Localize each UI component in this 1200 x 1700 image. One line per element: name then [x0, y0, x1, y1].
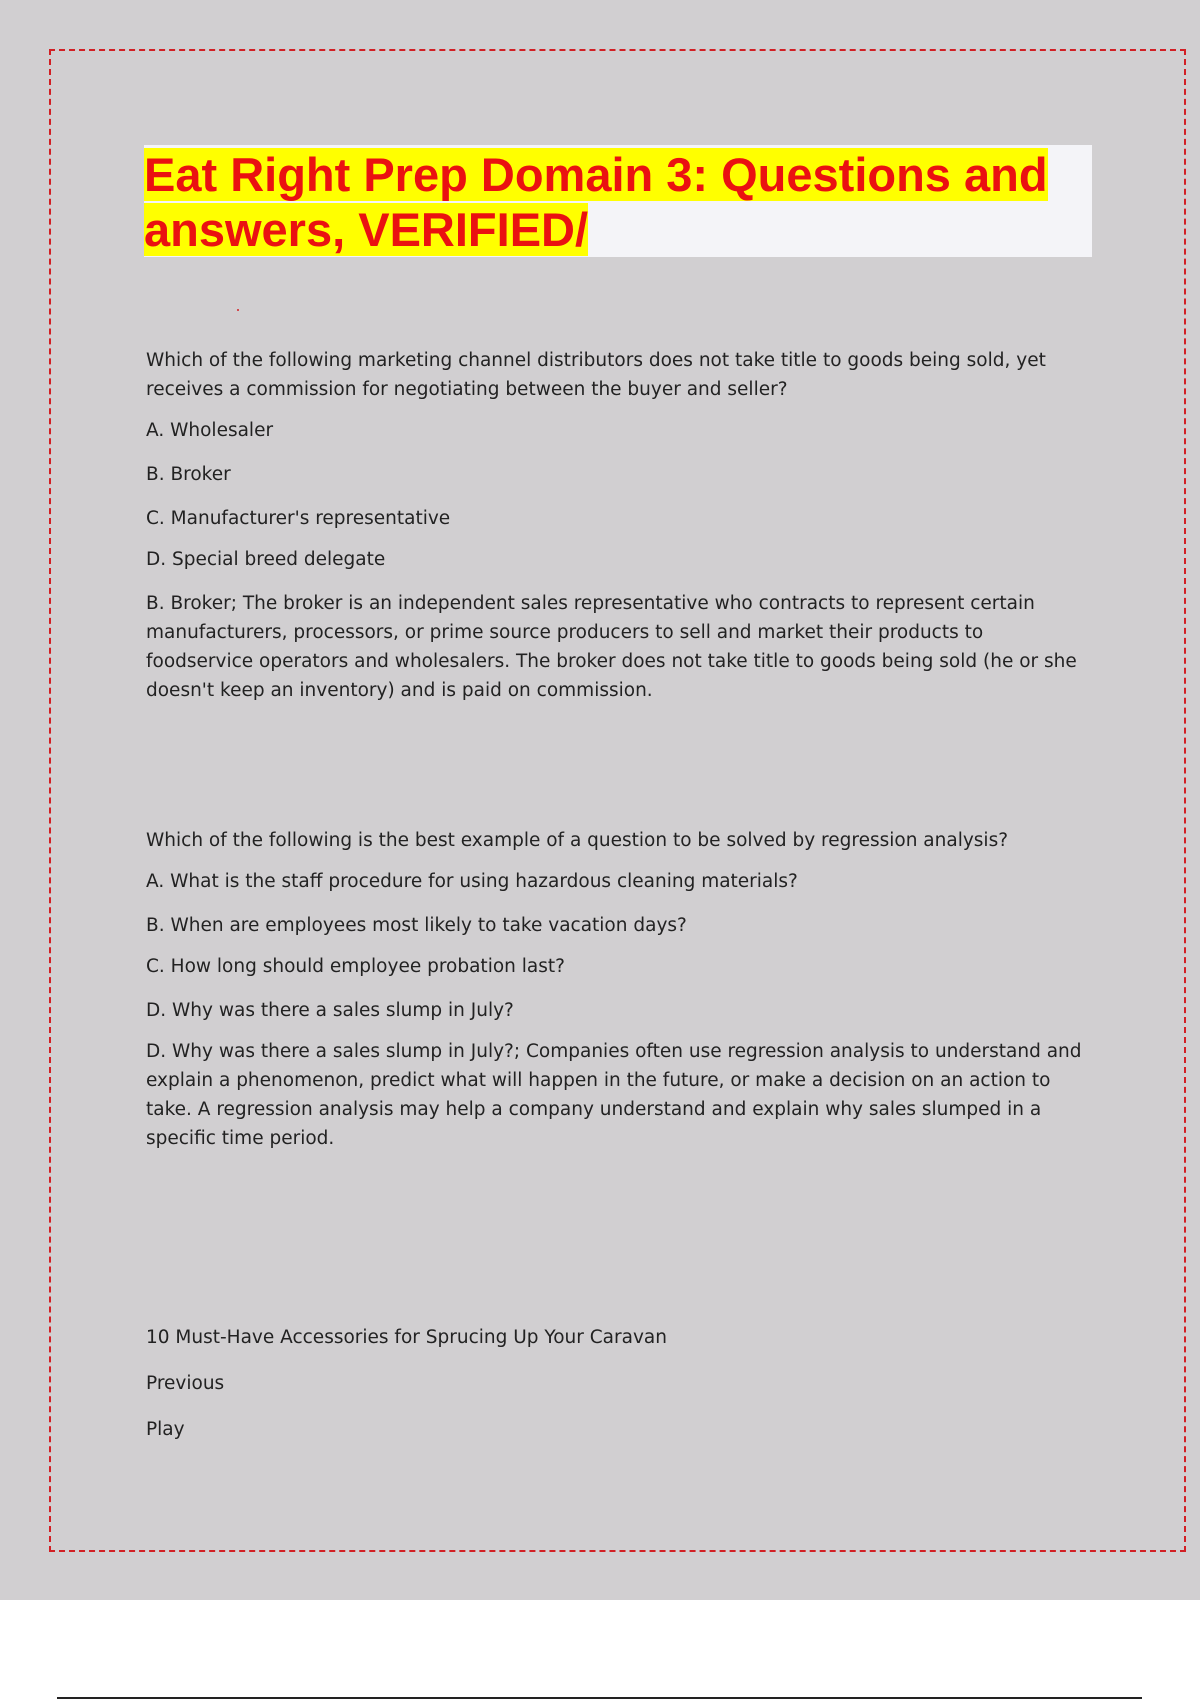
document-title-text: Eat Right Prep Domain 3: Questions and answers, VERIFIED/ [144, 148, 1048, 256]
footer-links [146, 1323, 1046, 1461]
answer-option: D. Why was there a sales slump in July? [146, 1000, 514, 1021]
question-block-1 [146, 346, 1096, 705]
answer-option: D. Special breed delegate [146, 549, 386, 570]
question-text: Which of the following marketing channel distributors does not take title to goods being sold, yet receives a commission for negotiating between the buyer and seller? [146, 350, 1046, 400]
answer-explanation: B. Broker; The broker is an independent sales representative who contracts to represent certain manufacturers, processors, or prime source producers to sell and market their products to foodservice operators and wholesalers. The broker does not take title to goods being sold (he or she doesn't keep an inventory) and is paid on commission. [146, 593, 1077, 701]
play-button[interactable]: Play [146, 1419, 185, 1440]
question-block-2 [146, 826, 1096, 1153]
answer-option: A. What is the staff procedure for using hazardous cleaning materials? [146, 871, 798, 892]
answer-option: C. How long should employee probation last? [146, 956, 565, 977]
answer-option: B. Broker [146, 464, 231, 485]
answer-explanation: D. Why was there a sales slump in July?; Companies often use regression analysis to understand and explain a phenomenon, predict what will happen in the future, or make a decision on an action to take. A regression analysis may help a company understand and explain why sales slumped in a specific time period. [146, 1041, 1082, 1149]
question-text: Which of the following is the best example of a question to be solved by regression analysis? [146, 830, 1009, 851]
answer-option: C. Manufacturer's representative [146, 508, 451, 529]
answer-option: B. When are employees most likely to take vacation days? [146, 915, 687, 936]
ad-headline-link[interactable]: 10 Must-Have Accessories for Sprucing Up Your Caravan [146, 1327, 667, 1348]
previous-button[interactable]: Previous [146, 1373, 225, 1394]
stray-dot-mark [237, 309, 239, 311]
page-separator-line [57, 1697, 1142, 1699]
answer-option: A. Wholesaler [146, 420, 274, 441]
document-title [144, 147, 1084, 257]
